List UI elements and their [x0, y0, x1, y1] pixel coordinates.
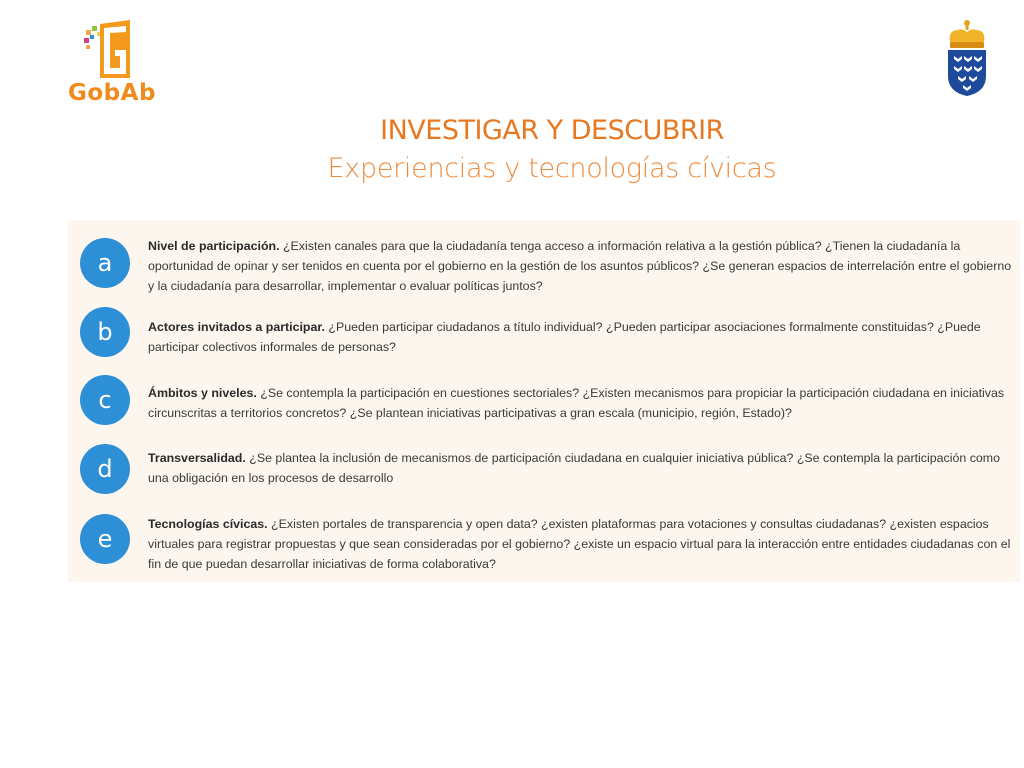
item-letter-badge: a [80, 238, 130, 288]
canarias-coat-of-arms-icon [944, 18, 990, 98]
item-lead: Nivel de participación. [148, 239, 280, 253]
item-lead: Ámbitos y niveles. [148, 386, 257, 400]
item-body: ¿Se plantea la inclusión de mecanismos de participación ciudadana en cualquier iniciativa pública? ¿Se contempla la participación como una obligación en los procesos de desarrollo [148, 451, 1001, 485]
item-body: ¿Existen canales para que la ciudadanía tenga acceso a información relativa a la gestión pública? ¿Tienen la ciudadanía la oportunidad de opinar y ser tenidos en cuenta por el gobierno en la gestión de los asuntos públicos? ¿Se generan espacios de interrelación entre el gobierno y la ciudadanía para desarrollar, implementar o evaluar políticas juntos? [148, 239, 1012, 293]
questions-panel [68, 220, 1020, 582]
item-body: ¿Se contempla la participación en cuestiones sectoriales? ¿Existen mecanismos para propiciar la participación ciudadana en iniciativas circunscritas a territorios concretos? ¿Se plantean iniciativas participativas a gran escala (municipio, región, Estado)? [148, 386, 1005, 420]
item-letter-badge: b [80, 307, 130, 357]
item-lead: Tecnologías cívicas. [148, 517, 268, 531]
gobab-logo-icon [64, 18, 156, 80]
gobab-logo [64, 18, 156, 110]
page-subtitle: Experiencias y tecnologías cívicas [327, 153, 777, 184]
item-text [148, 514, 1018, 574]
item-text [148, 383, 1018, 423]
item-body: ¿Existen portales de transparencia y open data? ¿existen plataformas para votaciones y consultas ciudadanas? ¿existen espacios virtuales para registrar propuestas y que sean consideradas por el gobierno? ¿existe un espacio virtual para la interacción entre entidades ciudadanas con el fin de que puedan desarrollar iniciativas de forma colaborativa? [148, 517, 1011, 571]
canarias-coat-of-arms [944, 18, 990, 98]
gobab-logo-text: GobAb [68, 80, 156, 106]
item-text [148, 448, 1018, 488]
item-letter-badge: e [80, 514, 130, 564]
item-lead: Transversalidad. [148, 451, 246, 465]
page-title: INVESTIGAR Y DESCUBRIR [380, 115, 724, 146]
header [0, 113, 1024, 189]
item-text [148, 236, 1018, 296]
item-text [148, 317, 1018, 357]
item-body: ¿Pueden participar ciudadanos a título individual? ¿Pueden participar asociaciones formalmente constituidas? ¿Puede participar colectivos informales de personas? [148, 320, 981, 354]
item-letter-badge: c [80, 375, 130, 425]
item-lead: Actores invitados a participar. [148, 320, 325, 334]
item-letter-badge: d [80, 444, 130, 494]
